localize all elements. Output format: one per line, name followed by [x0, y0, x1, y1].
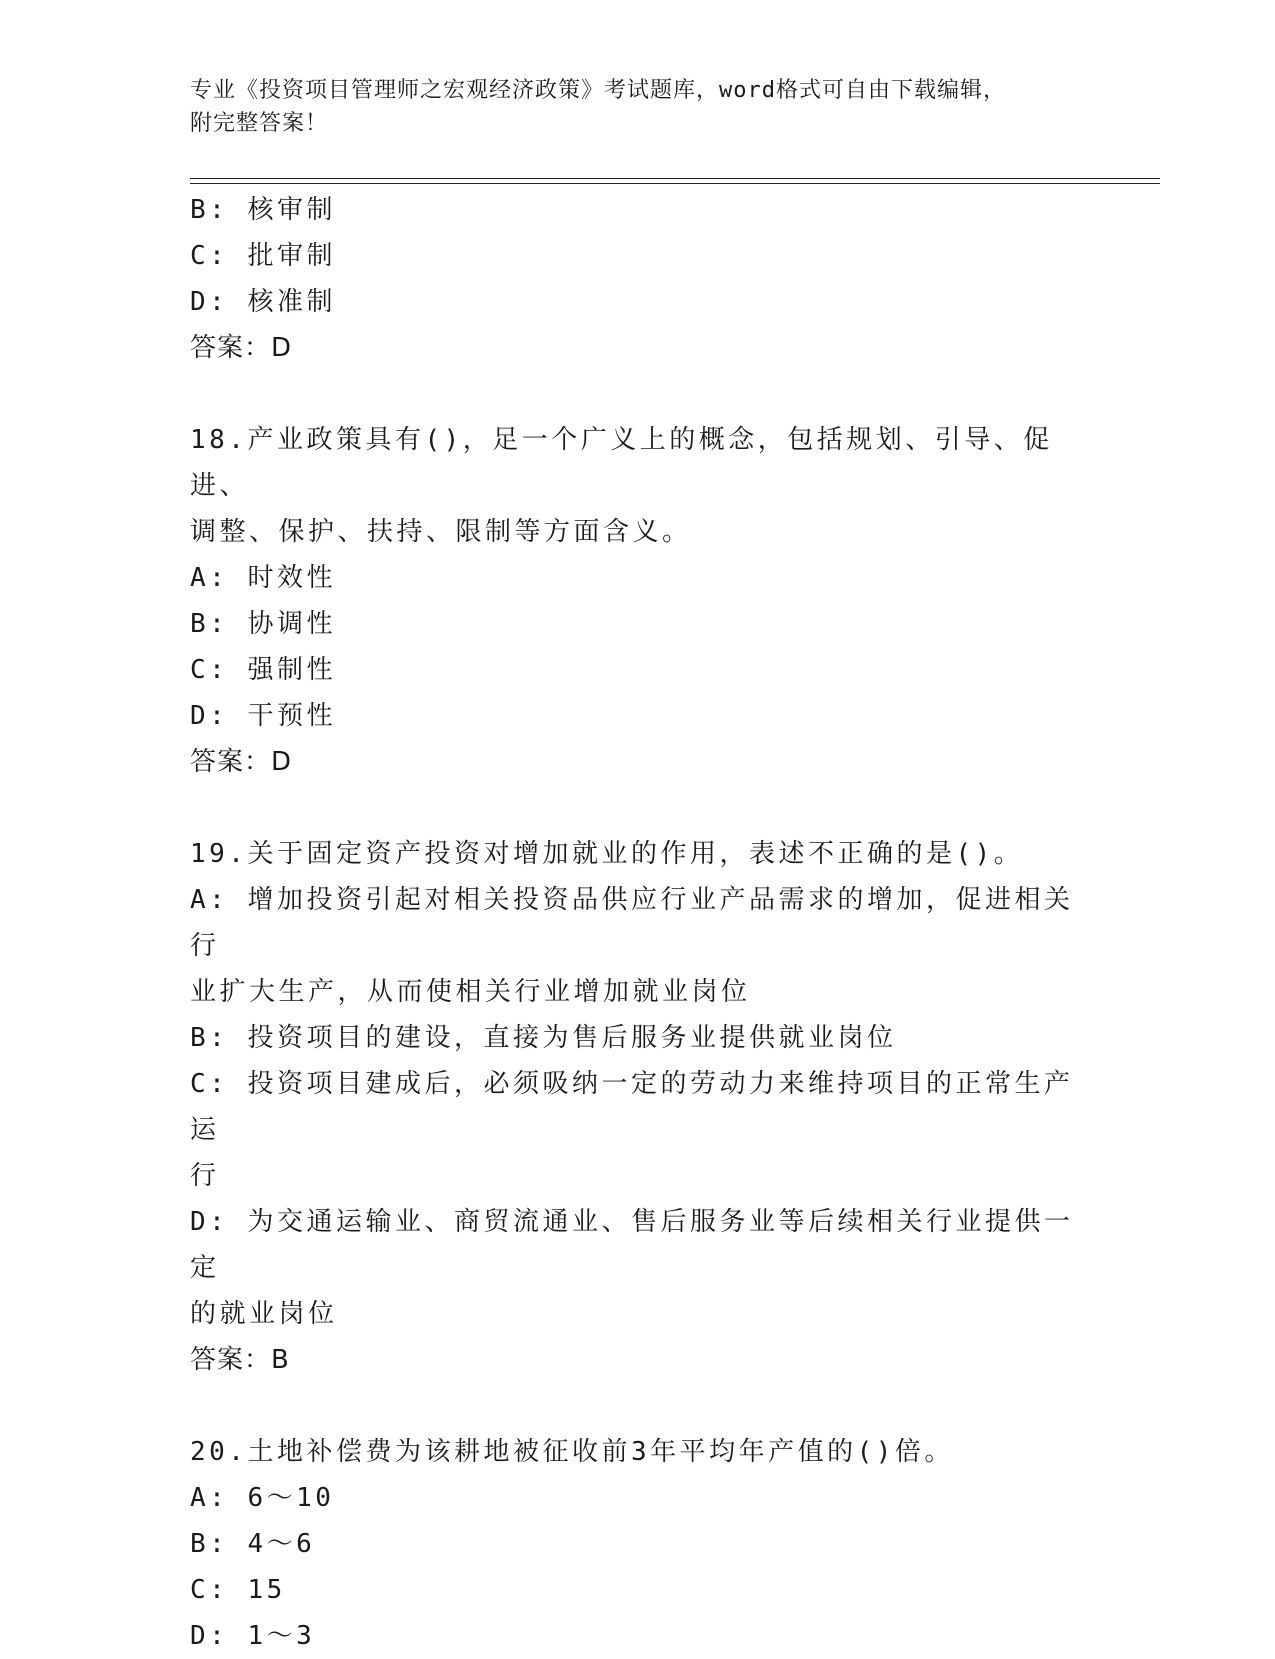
q19-answer: 答案：B — [190, 1345, 290, 1375]
q19-option-d-line-1: D: 为交通运输业、商贸流通业、售后服务业等后续相关行业提供一定 — [190, 1207, 1074, 1283]
document-header — [190, 74, 1090, 140]
q19-option-a-line-2: 业扩大生产，从而使相关行业增加就业岗位 — [190, 977, 751, 1007]
question-18 — [190, 417, 1090, 785]
header-double-rule — [190, 178, 1160, 184]
question-20 — [190, 1429, 1090, 1659]
q20-option-c: C: 15 — [190, 1575, 286, 1605]
question-spacer — [190, 1383, 1090, 1429]
q18-stem-line-2: 调整、保护、扶持、限制等方面含义。 — [190, 517, 692, 547]
q18-answer: 答案：D — [190, 747, 293, 777]
question-17-tail — [190, 187, 1090, 371]
q17-option-d: D: 核准制 — [190, 287, 336, 317]
q20-option-b: B: 4～6 — [190, 1529, 316, 1559]
q20-stem: 20.土地补偿费为该耕地被征收前3年平均年产值的()倍。 — [190, 1437, 954, 1467]
q19-option-c-line-2: 行 — [190, 1161, 220, 1191]
q19-stem: 19.关于固定资产投资对增加就业的作用，表述不正确的是()。 — [190, 839, 1024, 869]
header-line-1: 专业《投资项目管理师之宏观经济政策》考试题库，word格式可自由下载编辑， — [190, 78, 1006, 103]
question-spacer — [190, 371, 1090, 417]
q18-stem-line-1: 18.产业政策具有()，足一个广义上的概念，包括规划、引导、促进、 — [190, 425, 1053, 501]
q18-option-b: B: 协调性 — [190, 609, 336, 639]
header-line-2: 附完整答案！ — [190, 111, 329, 136]
q18-option-d: D: 干预性 — [190, 701, 336, 731]
question-spacer — [190, 785, 1090, 831]
question-content — [190, 187, 1090, 1659]
q17-option-c: C: 批审制 — [190, 241, 336, 271]
question-19 — [190, 831, 1090, 1383]
q17-answer: 答案：D — [190, 333, 293, 363]
q18-option-c: C: 强制性 — [190, 655, 336, 685]
q20-option-d: D: 1～3 — [190, 1621, 316, 1651]
q18-option-a: A: 时效性 — [190, 563, 336, 593]
q20-option-a: A: 6～10 — [190, 1483, 335, 1513]
q19-option-c-line-1: C: 投资项目建成后，必须吸纳一定的劳动力来维持项目的正常生产运 — [190, 1069, 1074, 1145]
q19-option-a-line-1: A: 增加投资引起对相关投资品供应行业产品需求的增加，促进相关行 — [190, 885, 1074, 961]
q19-option-b: B: 投资项目的建设，直接为售后服务业提供就业岗位 — [190, 1023, 897, 1053]
q17-option-b: B: 核审制 — [190, 195, 336, 225]
q19-option-d-line-2: 的就业岗位 — [190, 1299, 338, 1329]
